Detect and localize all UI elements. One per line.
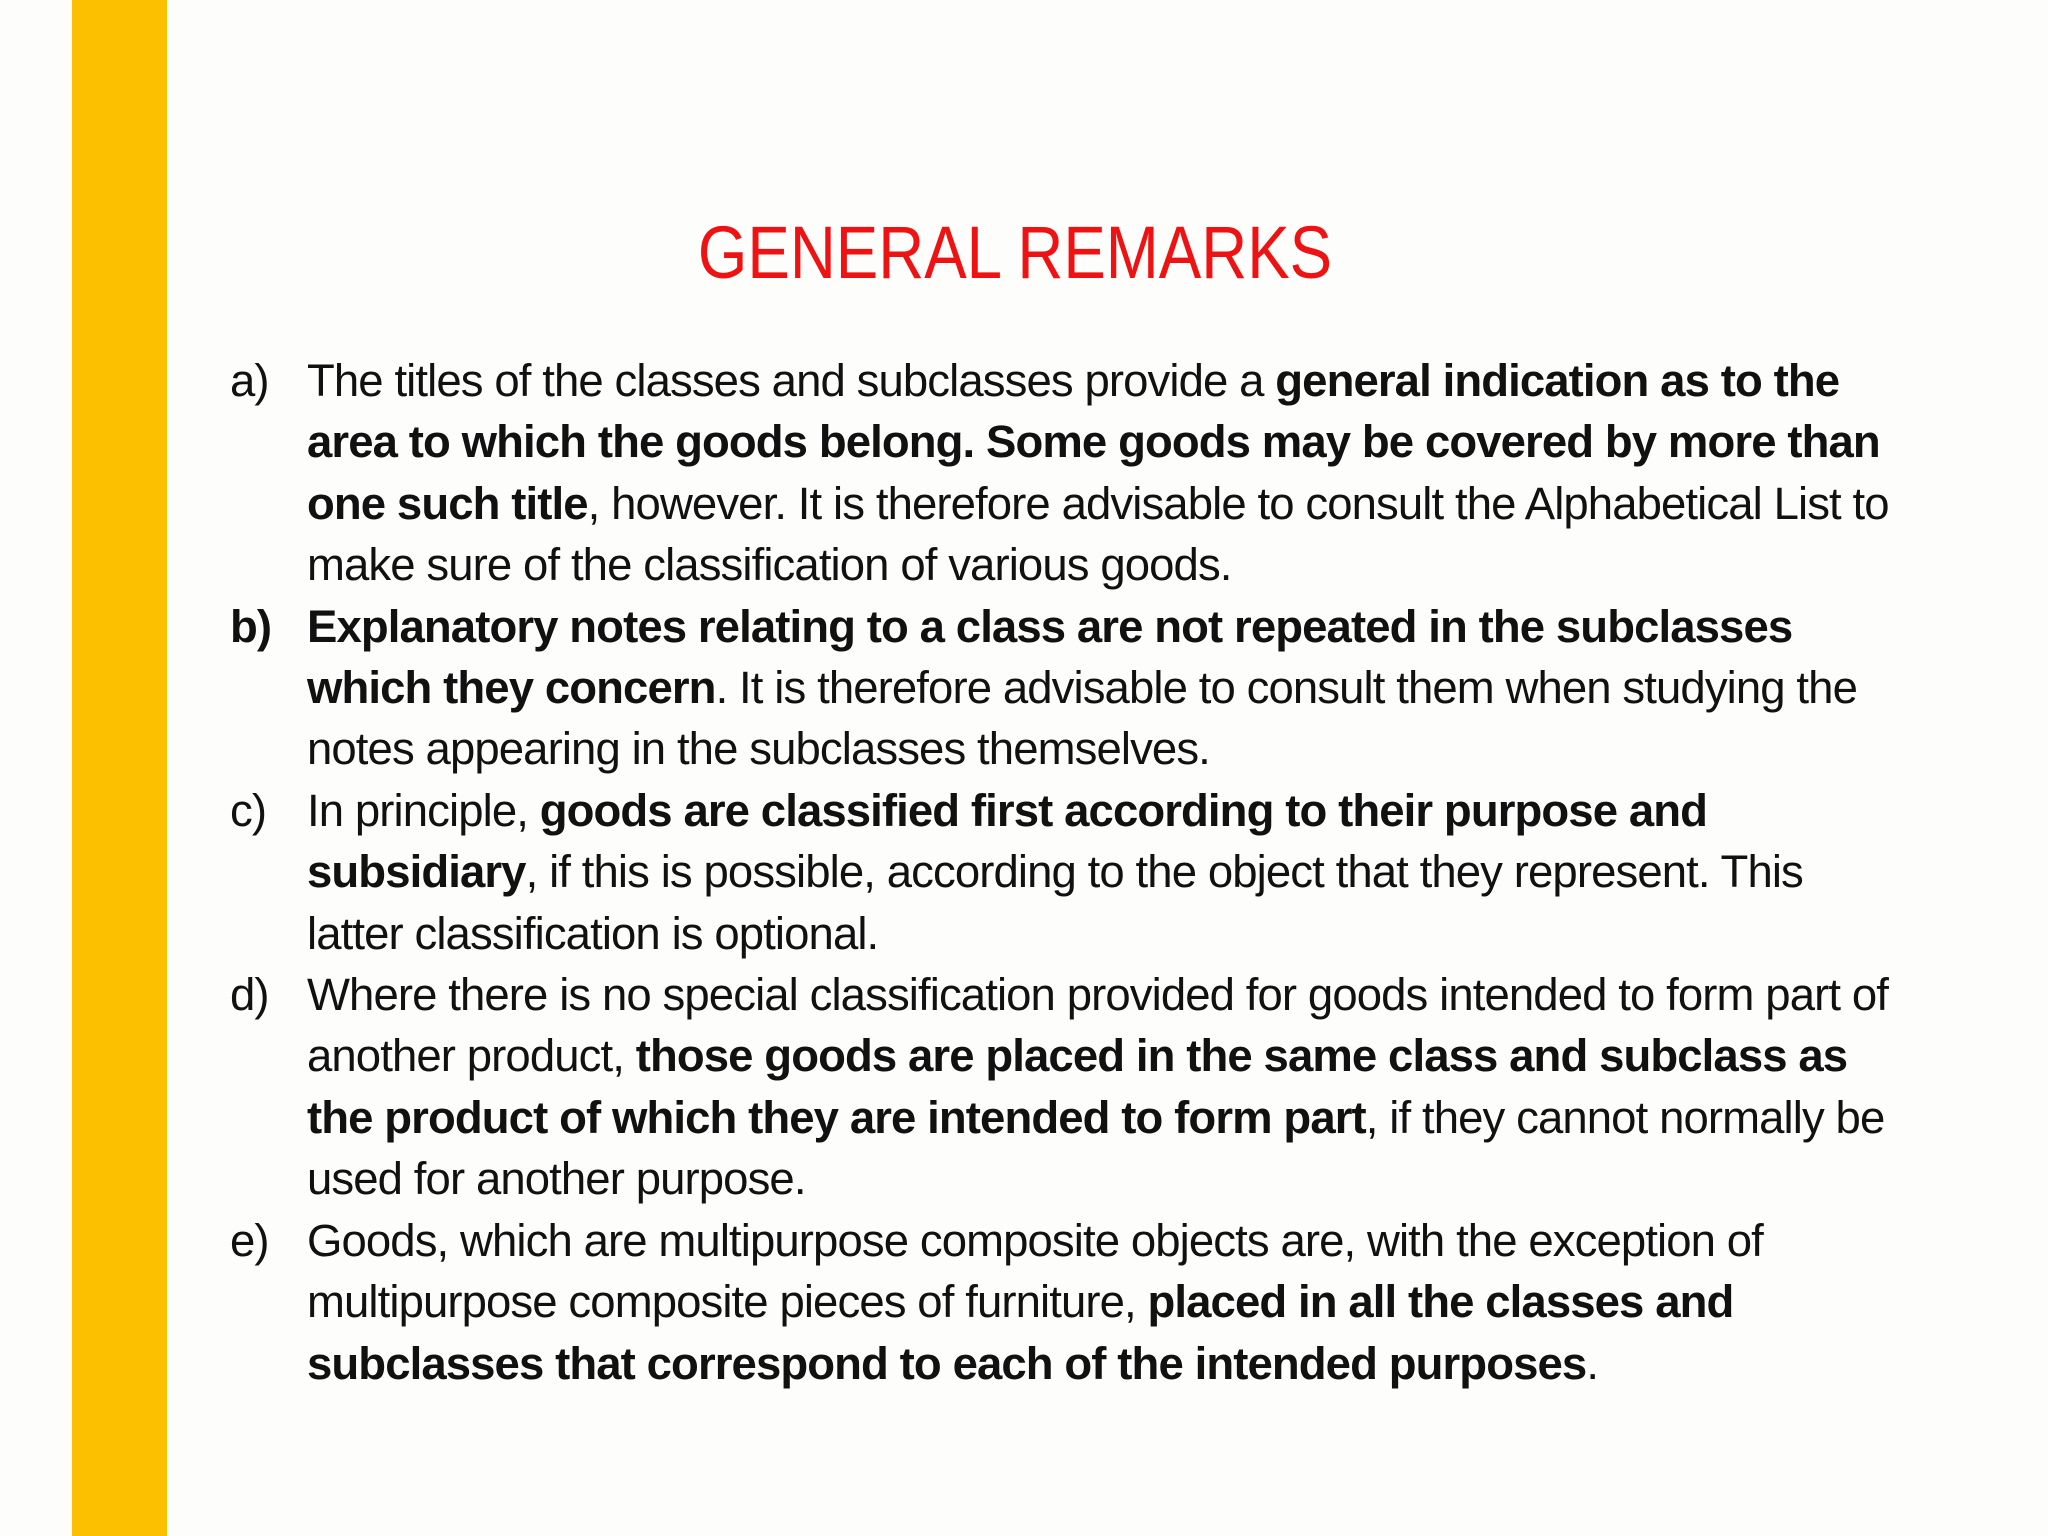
remark-bold-segment: those goods are placed in the same class and subclass as the product of which they are intended to form part bbox=[307, 1030, 1848, 1143]
remark-bold-segment: placed in all the classes and subclasses that correspond to each of the intended purposes bbox=[307, 1276, 1734, 1389]
remark-bold-segment: goods are classified first according to their purpose and subsidiary bbox=[307, 784, 1708, 898]
remark-text bbox=[307, 1215, 1763, 1389]
remark-item bbox=[230, 780, 1910, 964]
remark-segment: , if this is possible, according to the object that they represent. This latter classification is optional. bbox=[307, 846, 1803, 959]
remark-segment: , however. It is therefore advisable to consult the Alphabetical List to make sure of the classification of various goods. bbox=[307, 477, 1889, 591]
remark-text bbox=[307, 969, 1888, 1204]
remark-segment: , if they cannot normally be used for another purpose. bbox=[307, 1091, 1885, 1205]
remark-item bbox=[230, 350, 1910, 596]
remark-segment: . bbox=[1586, 1337, 1599, 1389]
remark-item bbox=[230, 1210, 1910, 1394]
remark-bold-segment: Explanatory notes relating to a class are not repeated in the subclasses which they concern bbox=[307, 600, 1793, 714]
remark-marker: b) bbox=[230, 600, 272, 652]
remark-marker: c) bbox=[230, 784, 267, 836]
remark-text bbox=[307, 355, 1889, 590]
remark-item bbox=[230, 964, 1910, 1210]
remark-segment: Goods, which are multipurpose composite objects are, with the exception of multipurpose composite pieces of furniture, bbox=[307, 1214, 1763, 1328]
remark-segment: Where there is no special classification provided for goods intended to form part of another product, bbox=[307, 969, 1888, 1082]
remark-text bbox=[307, 785, 1803, 959]
remark-segment: In principle, bbox=[307, 784, 540, 836]
remark-text bbox=[307, 601, 1857, 775]
remark-marker: e) bbox=[230, 1214, 269, 1266]
remark-segment: The titles of the classes and subclasses provide a bbox=[307, 355, 1276, 406]
remark-bold-segment: general indication as to the area to which the goods belong. Some goods may be covered by more than one such title bbox=[307, 355, 1880, 529]
remark-item bbox=[230, 596, 1910, 780]
remark-segment: . It is therefore advisable to consult them when studying the notes appearing in the subclasses themselves. bbox=[307, 662, 1857, 775]
slide-title: GENERAL REMARKS bbox=[697, 211, 1333, 294]
remark-marker: a) bbox=[230, 355, 269, 406]
remark-marker: d) bbox=[230, 969, 269, 1021]
remarks-list bbox=[230, 350, 1910, 1394]
